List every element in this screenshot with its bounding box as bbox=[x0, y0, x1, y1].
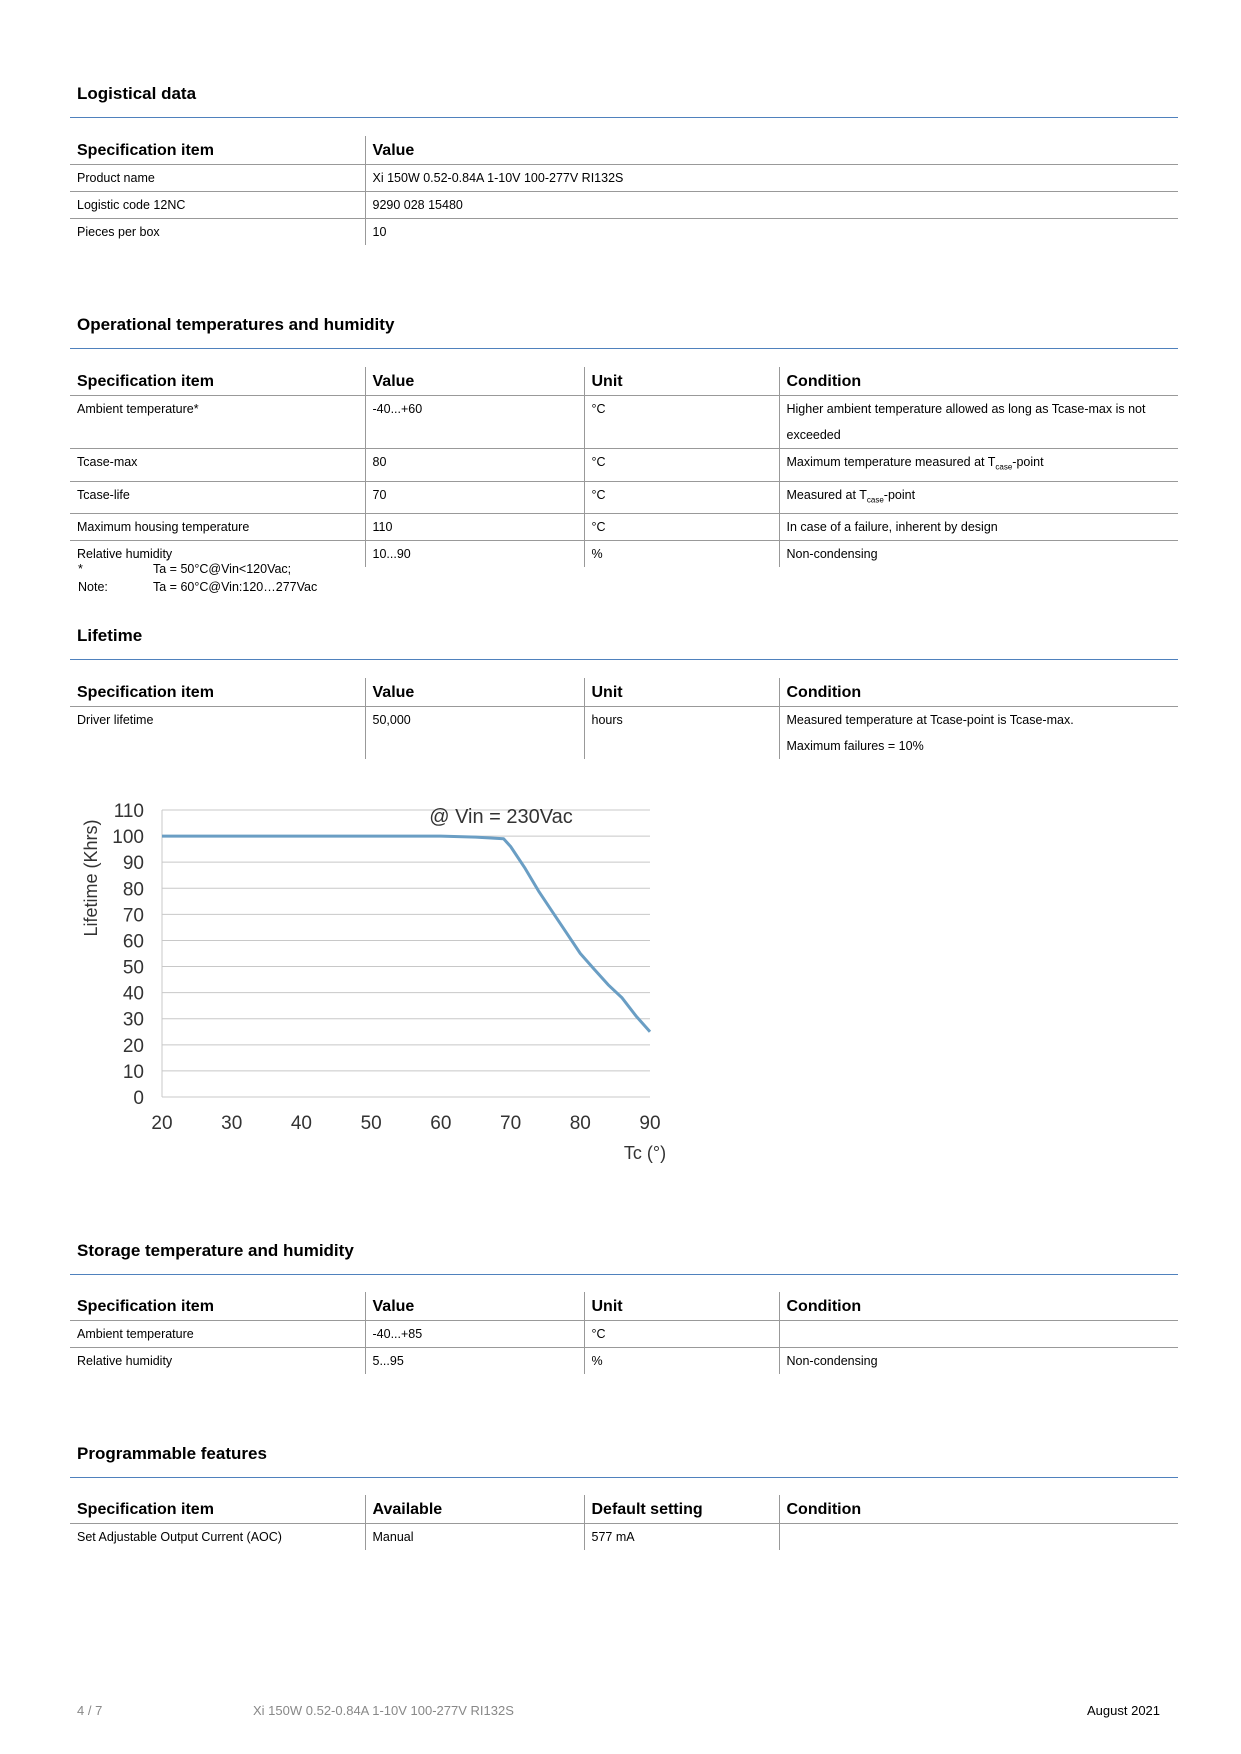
table-row bbox=[70, 481, 1178, 514]
table-cell: Tcase-life bbox=[70, 481, 365, 514]
column-header: Condition bbox=[779, 1292, 1178, 1321]
table-cell: Ambient temperature* bbox=[70, 396, 365, 449]
column-header: Unit bbox=[584, 367, 779, 396]
table-cell: -40...+60 bbox=[365, 396, 584, 449]
column-header: Unit bbox=[584, 678, 779, 707]
table-row bbox=[70, 219, 1178, 246]
note-line-2: Ta = 60°C@Vin:120…277Vac bbox=[153, 580, 318, 594]
table-cell: Higher ambient temperature allowed as long as Tcase-max is not exceeded bbox=[779, 396, 1178, 449]
x-axis-label: Tc (°) bbox=[623, 1143, 667, 1163]
column-header: Value bbox=[365, 136, 1178, 165]
table-cell: Product name bbox=[70, 165, 365, 192]
section-title-lifetime: Lifetime bbox=[77, 626, 143, 645]
table-cell: Set Adjustable Output Current (AOC) bbox=[77, 1530, 282, 1544]
column-header: Available bbox=[365, 1495, 584, 1524]
y-tick-label: 10 bbox=[122, 1061, 144, 1083]
column-header: Unit bbox=[584, 1292, 779, 1321]
table-row bbox=[70, 192, 1178, 219]
table-row bbox=[70, 707, 1178, 760]
table-cell: Non-condensing bbox=[779, 1348, 1178, 1375]
table-cell: % bbox=[584, 1348, 779, 1375]
table-cell: 70 bbox=[365, 481, 584, 514]
table-cell: 110 bbox=[365, 514, 584, 541]
column-header: Value bbox=[365, 1292, 584, 1321]
column-header: Default setting bbox=[584, 1495, 779, 1524]
table-cell: Relative humidity bbox=[77, 1354, 173, 1368]
table-cell: Logistic code 12NC bbox=[70, 192, 365, 219]
column-header: Specification item bbox=[70, 136, 365, 165]
section-title-logistical: Logistical data bbox=[77, 84, 197, 103]
table-cell: °C bbox=[584, 481, 779, 514]
programmable-table bbox=[70, 1495, 1178, 1550]
x-tick-label: 40 bbox=[290, 1113, 312, 1134]
table-cell: °C bbox=[584, 1321, 779, 1348]
table-row bbox=[70, 396, 1178, 449]
section-rule bbox=[70, 1274, 1178, 1275]
table-cell: 10...90 bbox=[365, 541, 584, 568]
y-tick-label: 100 bbox=[112, 827, 144, 849]
table-cell bbox=[779, 1524, 1178, 1551]
column-header: Condition bbox=[779, 678, 1178, 707]
table-cell: Non-condensing bbox=[779, 541, 1178, 568]
table-cell: Measured temperature at Tcase-point is Tcase-max. Maximum failures = 10% bbox=[779, 707, 1178, 760]
table-cell: Measured at $T_{case}$-point bbox=[779, 481, 1178, 514]
y-tick-label: 0 bbox=[133, 1088, 144, 1109]
section-rule bbox=[70, 659, 1178, 660]
y-tick-label: 90 bbox=[122, 853, 144, 875]
column-header: Specification item bbox=[70, 678, 365, 707]
x-tick-label: 60 bbox=[430, 1113, 452, 1134]
note-line-1: Ta = 50°C@Vin<120Vac; bbox=[153, 562, 292, 576]
operational-table bbox=[70, 367, 1178, 567]
y-tick-label: 20 bbox=[122, 1035, 144, 1057]
note-label: * Note: bbox=[78, 562, 108, 594]
lifetime-series-line bbox=[162, 836, 650, 1032]
section-rule bbox=[70, 1477, 1178, 1478]
lifetime-chart bbox=[75, 780, 675, 1170]
table-cell: Relative humidity bbox=[77, 547, 173, 561]
column-header: Condition bbox=[779, 367, 1178, 396]
table-cell bbox=[779, 1321, 1178, 1348]
table-cell: 10 bbox=[365, 219, 1178, 246]
table-cell: Ambient temperature bbox=[70, 1321, 365, 1348]
y-tick-label: 60 bbox=[122, 931, 144, 953]
section-rule bbox=[70, 117, 1178, 118]
table-cell: °C bbox=[584, 514, 779, 541]
section-rule bbox=[70, 348, 1178, 349]
table-cell: 80 bbox=[365, 449, 584, 482]
table-cell: Driver lifetime bbox=[77, 713, 154, 727]
x-tick-label: 80 bbox=[569, 1113, 591, 1134]
y-tick-label: 50 bbox=[122, 957, 144, 979]
table-cell: % bbox=[584, 541, 779, 568]
column-header: Condition bbox=[779, 1495, 1178, 1524]
column-header: Value bbox=[365, 678, 584, 707]
y-tick-label: 110 bbox=[113, 801, 144, 822]
x-tick-label: 90 bbox=[639, 1113, 661, 1134]
table-cell: 9290 028 15480 bbox=[365, 192, 1178, 219]
x-tick-label: 30 bbox=[221, 1113, 243, 1134]
x-tick-label: 50 bbox=[360, 1113, 382, 1134]
y-tick-label: 70 bbox=[122, 905, 144, 927]
table-cell: °C bbox=[584, 396, 779, 449]
table-cell: Xi 150W 0.52-0.84A 1-10V 100-277V RI132S bbox=[365, 165, 1178, 192]
y-tick-label: 30 bbox=[122, 1009, 144, 1031]
footer-date: August 2021 bbox=[1087, 1703, 1161, 1718]
table-cell: Maximum housing temperature bbox=[70, 514, 365, 541]
table-cell: Manual bbox=[365, 1524, 584, 1551]
column-header: Value bbox=[365, 367, 584, 396]
y-tick-label: 40 bbox=[122, 983, 144, 1005]
table-cell: 577 mA bbox=[584, 1524, 779, 1551]
section-title-programmable: Programmable features bbox=[77, 1444, 267, 1463]
lifetime-table bbox=[70, 678, 1178, 759]
table-cell: 50,000 bbox=[365, 707, 584, 760]
chart-title: @ Vin = 230Vac bbox=[429, 806, 573, 828]
table-row bbox=[70, 1348, 1178, 1375]
column-header: Specification item bbox=[70, 1292, 365, 1321]
footer-product: Xi 150W 0.52-0.84A 1-10V 100-277V RI132S bbox=[253, 1703, 514, 1718]
x-tick-label: 70 bbox=[500, 1113, 522, 1134]
table-row bbox=[70, 514, 1178, 541]
table-cell: -40...+85 bbox=[365, 1321, 584, 1348]
column-header: Specification item bbox=[70, 1495, 365, 1524]
section-title-operational: Operational temperatures and humidity bbox=[77, 315, 395, 334]
section-title-storage: Storage temperature and humidity bbox=[77, 1241, 354, 1260]
table-row bbox=[70, 449, 1178, 482]
table-cell: hours bbox=[584, 707, 779, 760]
y-axis-label: Lifetime (Khrs) bbox=[81, 819, 101, 937]
logistical-table bbox=[70, 136, 1178, 245]
x-tick-label: 20 bbox=[151, 1113, 173, 1134]
table-row bbox=[70, 165, 1178, 192]
table-row bbox=[70, 1524, 1178, 1551]
table-row bbox=[70, 1321, 1178, 1348]
table-cell: 5...95 bbox=[365, 1348, 584, 1375]
column-header: Specification item bbox=[70, 367, 365, 396]
y-tick-label: 80 bbox=[122, 879, 144, 901]
table-cell: °C bbox=[584, 449, 779, 482]
storage-table bbox=[70, 1292, 1178, 1374]
table-cell: In case of a failure, inherent by design bbox=[779, 514, 1178, 541]
table-cell: Tcase-max bbox=[70, 449, 365, 482]
table-cell: Maximum temperature measured at $T_{case}$-point bbox=[779, 449, 1178, 482]
table-cell: Pieces per box bbox=[77, 225, 160, 239]
footer-page-number: 4 / 7 bbox=[77, 1703, 103, 1718]
